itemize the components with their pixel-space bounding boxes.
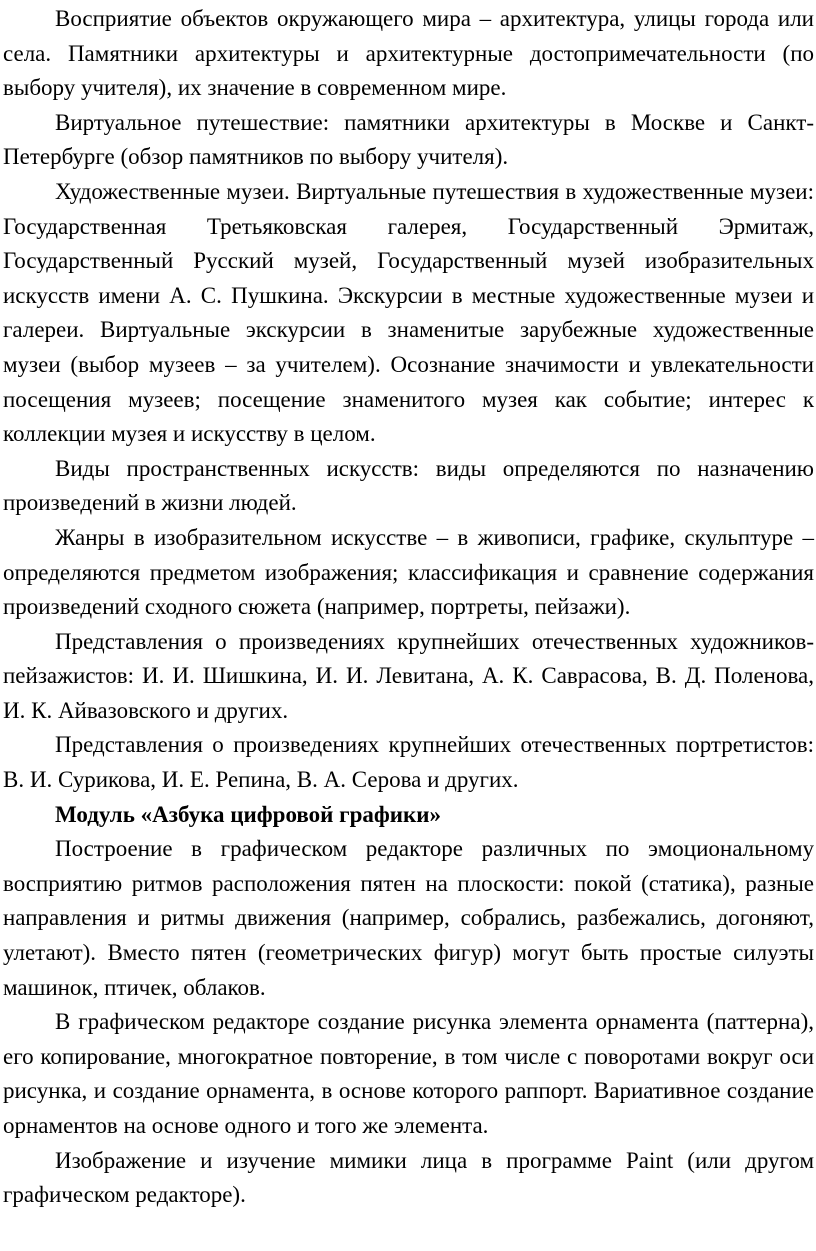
paragraph-art-museums: Художественные музеи. Виртуальные путешествия в художественные музеи: Государственная Третьяковская галерея, Государственный Эрмитаж, Государственный Русский музей, Государственный музей изобразительных искусств имени А. С. Пушкина. Экскурсии в местные художественные музеи и галереи. Виртуальные экскурсии в знаменитые зарубежные художественные музеи (выбор музеев – за учителем). Осознание значимости и увлекательности посещения музеев; посещение знаменитого музея как событие; интерес к коллекции музея и искусству в целом.	[3, 178, 814, 447]
paragraph-ornament: В графическом редакторе создание рисунка элемента орнамента (паттерна), его копирование, многократное повторение, в том числе с поворотами вокруг оси рисунка, и создание орнамента, в основе которого раппорт. Вариативное создание орнаментов на основе одного и того же элемента.	[3, 1009, 814, 1138]
paragraph-genres: Жанры в изобразительном искусстве – в живописи, графике, скульптуре – определяются предметом изображения; классификация и сравнение содержания произведений сходного сюжета (например, портреты, пейзажи).	[3, 524, 814, 620]
paragraph-spatial-arts: Виды пространственных искусств: виды определяются по назначению произведений в жизни людей.	[3, 455, 814, 516]
paragraph-facial-expressions: Изображение и изучение мимики лица в программе Paint (или другом графическом редакторе).	[3, 1147, 814, 1208]
paragraph-rhythms: Построение в графическом редакторе различных по эмоциональному восприятию ритмов расположения пятен на плоскости: покой (статика), разные направления и ритмы движения (например, собрались, разбежались, догоняют, улетают). Вместо пятен (геометрических фигур) могут быть простые силуэты машинок, птичек, облаков.	[3, 836, 814, 1000]
section-heading: Модуль «Азбука цифровой графики»	[55, 801, 442, 827]
paragraph-virtual-journey: Виртуальное путешествие: памятники архитектуры в Москве и Санкт-Петербурге (обзор памятников по выбору учителя).	[3, 109, 814, 170]
paragraph-portraitists: Представления о произведениях крупнейших отечественных портретистов: В. И. Сурикова, И. Е. Репина, В. А. Серова и других.	[3, 732, 814, 793]
paragraph-architecture: Восприятие объектов окружающего мира – архитектура, улицы города или села. Памятники архитектуры и архитектурные достопримечательности (по выбору учителя), их значение в современном мире.	[3, 6, 814, 101]
paragraph-landscape-painters: Представления о произведениях крупнейших отечественных художников-пейзажистов: И. И. Шишкина, И. И. Левитана, А. К. Саврасова, В. Д. Поленова, И. К. Айвазовского и других.	[3, 628, 814, 723]
